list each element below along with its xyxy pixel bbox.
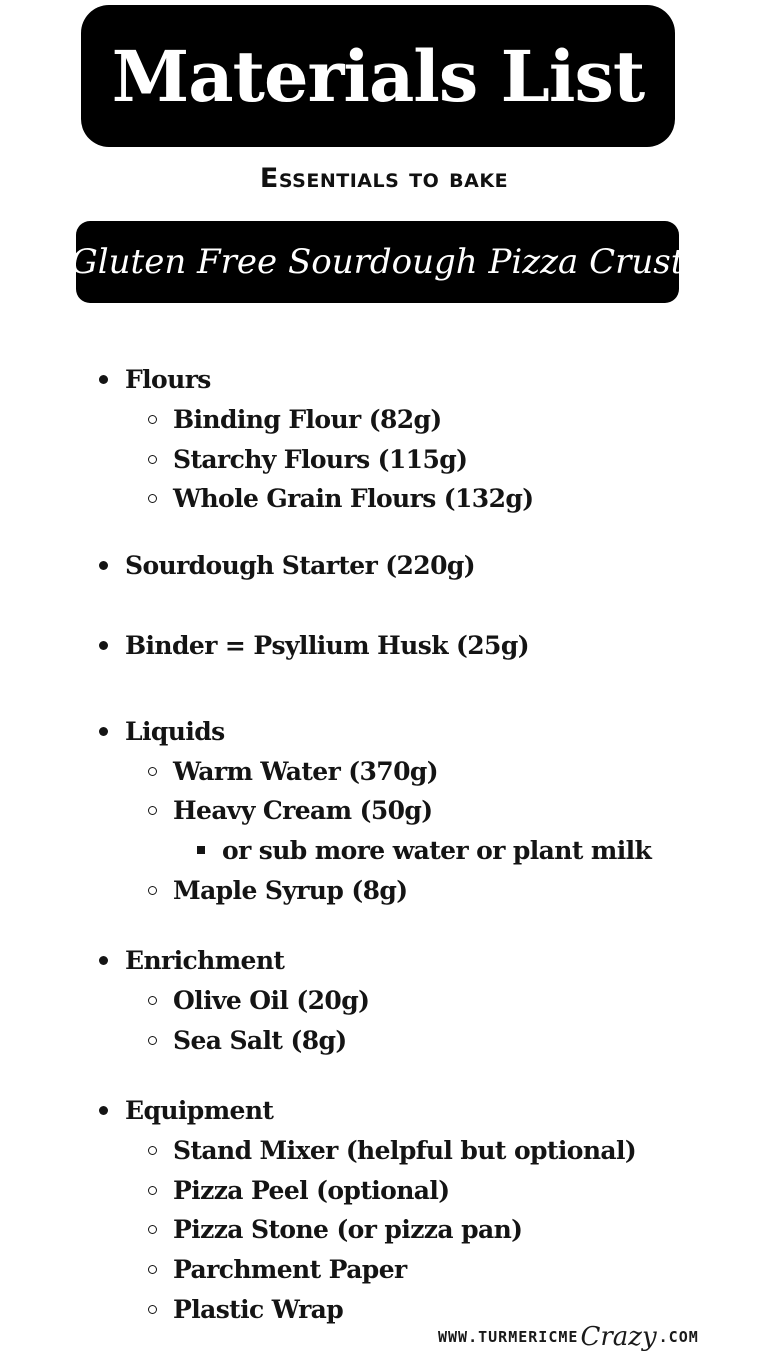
list-subitem-label: Parchment Paper	[173, 1254, 407, 1284]
website-watermark	[438, 1322, 699, 1352]
bullet-disc-icon	[99, 561, 108, 570]
list-item-label: Binder = Psyllium Husk (25g)	[125, 630, 529, 660]
bullet-square-icon	[197, 846, 205, 854]
page-title: Materials List	[111, 34, 645, 118]
page-subtitle: Essentials to bake	[259, 163, 509, 194]
list-subitem	[148, 1173, 450, 1207]
list-item-label: Flours	[125, 364, 211, 394]
bullet-circle-icon	[148, 806, 157, 815]
list-subitem	[148, 1023, 347, 1057]
list-item-label: Sourdough Starter (220g)	[125, 550, 475, 580]
list-subitem-label: Pizza Peel (optional)	[173, 1175, 450, 1205]
list-subitem	[148, 481, 534, 515]
list-subsubitem	[197, 833, 651, 867]
list-subitem	[148, 1212, 522, 1246]
list-item-liquids	[99, 714, 225, 748]
bullet-disc-icon	[99, 375, 108, 384]
bullet-disc-icon	[99, 1106, 108, 1115]
list-item-enrichment	[99, 943, 284, 977]
bullet-circle-icon	[148, 1186, 157, 1195]
list-subitem-label: Whole Grain Flours (132g)	[173, 483, 534, 513]
bullet-circle-icon	[148, 996, 157, 1005]
list-item-label: Enrichment	[125, 945, 285, 975]
list-subitem	[148, 754, 438, 788]
list-subitem	[148, 793, 433, 827]
list-subitem	[148, 1292, 343, 1326]
list-subitem-label: Sea Salt (8g)	[173, 1025, 347, 1055]
bullet-circle-icon	[148, 1036, 157, 1045]
bullet-circle-icon	[148, 767, 157, 776]
list-subitem	[148, 1133, 636, 1167]
bullet-circle-icon	[148, 886, 157, 895]
list-subitem-label: Maple Syrup (8g)	[173, 875, 408, 905]
bullet-circle-icon	[148, 1225, 157, 1234]
list-subitem-label: Warm Water (370g)	[173, 756, 438, 786]
bullet-circle-icon	[148, 1305, 157, 1314]
list-subitem-label: Pizza Stone (or pizza pan)	[173, 1214, 523, 1244]
list-subitem	[148, 402, 442, 436]
list-subsubitem-label: or sub more water or plant milk	[222, 835, 652, 865]
bullet-circle-icon	[148, 1265, 157, 1274]
list-subitem-label: Plastic Wrap	[173, 1294, 344, 1324]
list-item-equipment	[99, 1093, 273, 1127]
watermark-suffix: .COM	[658, 1328, 699, 1346]
list-item-label: Liquids	[125, 716, 225, 746]
list-item-sourdough-starter	[99, 548, 475, 582]
recipe-name: Gluten Free Sourdough Pizza Crust	[70, 242, 685, 282]
list-subitem	[148, 442, 467, 476]
list-item-label: Equipment	[125, 1095, 274, 1125]
watermark-prefix: WWW.TURMERICME	[438, 1328, 579, 1346]
list-subitem-label: Stand Mixer (helpful but optional)	[173, 1135, 637, 1165]
bullet-disc-icon	[99, 956, 108, 965]
bullet-circle-icon	[148, 1146, 157, 1155]
watermark-script: Crazy	[580, 1322, 657, 1352]
list-subitem-label: Binding Flour (82g)	[173, 404, 442, 434]
list-item-flours	[99, 362, 211, 396]
title-banner	[81, 5, 675, 147]
bullet-disc-icon	[99, 727, 108, 736]
bullet-disc-icon	[99, 641, 108, 650]
bullet-circle-icon	[148, 494, 157, 503]
list-subitem-label: Heavy Cream (50g)	[173, 795, 433, 825]
list-item-binder	[99, 628, 529, 662]
bullet-circle-icon	[148, 415, 157, 424]
list-subitem	[148, 1252, 407, 1286]
bullet-circle-icon	[148, 455, 157, 464]
list-subitem	[148, 873, 408, 907]
list-subitem	[148, 983, 369, 1017]
list-subitem-label: Olive Oil (20g)	[173, 985, 370, 1015]
list-subitem-label: Starchy Flours (115g)	[173, 444, 468, 474]
recipe-banner	[70, 221, 685, 303]
